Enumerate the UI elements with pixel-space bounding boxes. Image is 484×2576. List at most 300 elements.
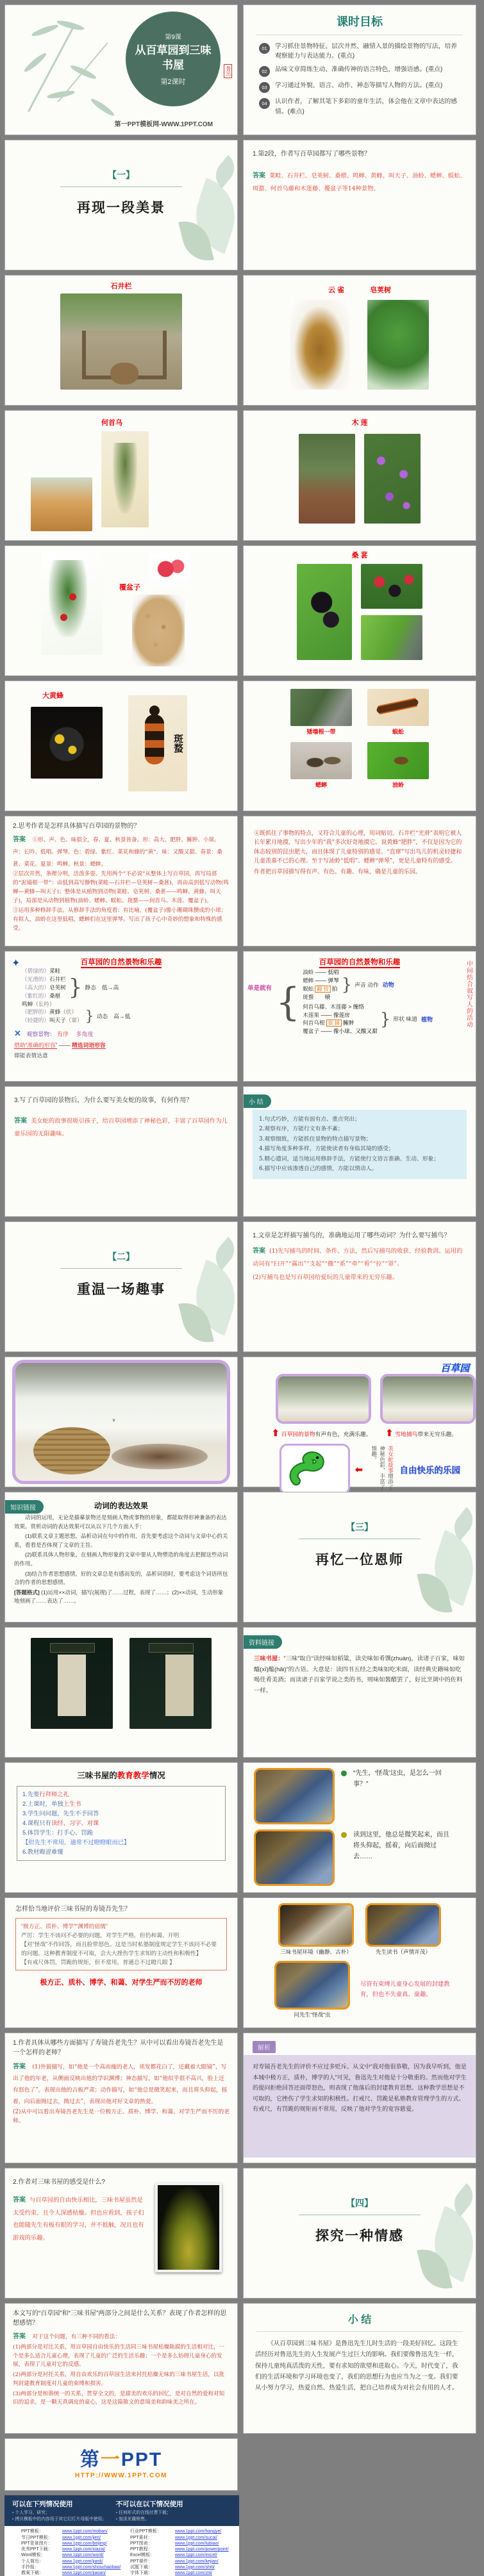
slide-10-mulberry	[243, 545, 476, 676]
slide-35-relationship	[4, 2303, 238, 2434]
photo-mulian-flowers	[364, 434, 421, 524]
illustration-raspberry-botanical	[41, 552, 103, 655]
photo-caption: 云 雀	[328, 286, 345, 294]
diagram-category: 植物	[421, 1016, 433, 1023]
list-item: 5.体罚学生：打手心、罚跪	[22, 1829, 94, 1837]
slide-6-lark-tree	[243, 275, 476, 406]
sieve-trap	[33, 1427, 110, 1474]
diagram-adj: （光滑的）	[22, 975, 49, 982]
photo-plant	[155, 2183, 222, 2272]
divider	[256, 2331, 463, 2332]
slide-13-question	[4, 816, 238, 946]
slide-14-answer-cont	[243, 816, 476, 946]
section-title: 探究一种情感	[315, 2229, 404, 2243]
summary-text: 《从百草园到三味书屋》是鲁迅先生儿时生活的一段美好回忆。这段生活经历对鲁迅先生的人生发展产生过巨大的影响。我们要像鲁迅先生一样，保持儿童纯真活泼的天性，要有求知的欲望和进取心。今天，时代变了，我们的生活环境和学习环境也变了，我们的思想行为也应当为之一变。我们要从小努力学习，热爱自然、热爱生活，把自己培养成为对社会有用的人才。	[255, 2340, 458, 2392]
section-tag: 【二】	[108, 1251, 135, 1262]
section-tag: 【三】	[346, 1522, 373, 1532]
quote-text: “先生，‘怪哉’这虫，是怎么一回事？”	[353, 1770, 442, 1788]
usage-allowed-title: 可以在下列情况使用	[12, 2500, 73, 2508]
note-line: 【有戒尺体罚，罚跪的规矩，但不常用，普通总不过瞪几眼 】	[21, 1959, 175, 1966]
diagram-label: 动作	[367, 981, 379, 988]
diagram-action: 拔 摘	[326, 1020, 342, 1027]
snow-clearing	[112, 1444, 208, 1469]
question-text: 2.作者对三味书屋的感受是什么?	[13, 2179, 105, 2186]
slide-11-wasp-beetle	[4, 681, 238, 811]
photo-caption: 皂荚树	[370, 286, 392, 294]
slide-30-scene-captions	[243, 1897, 476, 2028]
map-text: 带来无穷乐趣。	[417, 1431, 458, 1437]
diagram-verb: 弹琴	[328, 977, 339, 984]
answer-label: 答案	[13, 836, 26, 843]
link-url[interactable]: www.1ppt.com/xiazai/	[62, 2547, 106, 2552]
answer-paragraph: ①形、声、色、味俱全，春、夏、秋景皆备。形：高大、肥胖、臃肿、小球。声：长吟、低唱、弹琴。色：碧绿、紫红、菜花和蜂的“黄”。味：又酸又甜。春景：桑葚、菜花。夏景：鸣蝉。秋景：蟋蟀。	[13, 837, 222, 868]
slide-4-question	[243, 140, 476, 270]
answer-paragraph: 作者把百草园描写得有声、有色、有趣、有味，确是儿童的乐园。	[254, 868, 422, 875]
quote-line: “极方正、质朴、博学”“渊博的宿儒”	[21, 1923, 108, 1929]
usage-allowed-item: ▪ 个人学习、研究；	[12, 2510, 116, 2516]
list-item: 4.课程只有	[22, 1820, 51, 1827]
link-url[interactable]: www.1ppt.com/hangye/	[175, 2529, 222, 2534]
link-label: 手抄报：	[21, 2564, 39, 2570]
photo-dried-seeds	[132, 595, 185, 666]
up-arrow-icon: ⬆	[385, 1428, 394, 1438]
slide-1-cover	[4, 4, 238, 135]
slide-28-teacher-scenes	[243, 1762, 476, 1893]
diagram-verb: 拍	[331, 985, 338, 992]
knowledge-title: 动词的表达效果	[94, 1501, 148, 1510]
map-keyword: 美女蛇故事	[387, 1446, 394, 1473]
link-url[interactable]: www.1ppt.com/ziti/	[175, 2571, 212, 2576]
note-line: 严厉：学生不该问不必要的问题，对学生严格，但仍和蔼、开明	[21, 1932, 179, 1939]
slide-31-question	[4, 2033, 238, 2163]
usage-denied-item: ▪ 任何形式的在线付费下载；	[116, 2510, 233, 2516]
link-url[interactable]: www.1ppt.com/kejian/	[175, 2559, 219, 2564]
diagram-noun: 叫天子	[49, 1017, 66, 1024]
quote-text: 读到这里，他总是微笑起来，而且将头仰起，摇着，向后面拗过去……	[353, 1831, 449, 1860]
star-icon: ✦	[12, 958, 21, 969]
photo-low-wall	[290, 689, 352, 726]
diagram-adj: （肥胖的）	[22, 1009, 49, 1016]
helper-text: 借助“准确的形容”	[14, 1042, 58, 1049]
bird-icon: ᵛ	[112, 1417, 115, 1425]
map-text: 增添了神秘色彩，丰富了情趣。	[371, 1446, 394, 1490]
diagram-noun: 皂荚树	[49, 984, 66, 991]
up-arrow-icon: ⬆	[272, 1428, 280, 1438]
1ppt-logo	[80, 2450, 162, 2470]
photo-red-black-mulberries	[361, 564, 422, 609]
link-url[interactable]: www.1ppt.com/sucai/	[175, 2535, 217, 2540]
photo-stone-well	[60, 293, 182, 390]
answer-label: 答案	[253, 1248, 265, 1255]
illustration-studio-environment	[278, 1903, 354, 1947]
summary-title: 小 结	[347, 2315, 372, 2325]
logo-part: PPT	[121, 2448, 163, 2470]
answer-text: (2)写捕鸟也是写百草园给爱玩的儿童带来的无穷乐趣。	[253, 1274, 398, 1282]
slide-24-section-3	[243, 1492, 476, 1622]
list-item-blue: 【但先生不常用，通常不过瞪瞪眼而已】	[22, 1839, 130, 1846]
lesson-number: 第9课	[165, 33, 181, 41]
slide-36-final-summary	[243, 2303, 476, 2434]
list-item-red: 读经、习字、对课	[51, 1820, 99, 1827]
photo-centipede	[367, 689, 429, 726]
diagram-adj: （高大的）	[22, 984, 49, 991]
diagram-title-text: 百草园的自然景物和乐趣	[319, 959, 401, 968]
photo-ground-beetle	[367, 742, 429, 779]
diagram-noun: 何首乌根	[303, 1020, 325, 1027]
answer-paragraph: ④既抓住了事物的特点，又符合儿童的心理，用词贴切。石井栏“光滑”表明它被人长年累月地摸，写出少年的“我”多次好奇地摸它。说黄蜂“肥胖”，不仅是因为它的体态较别的昆虫肥大，而且体现了儿童特别的感觉。“直窜”写出鸟儿的机灵轻捷和儿童羡慕不已的心理。至于写油蛉“低唱”、蟋蟀“弹琴”，更是儿童特有的感受。	[254, 830, 462, 865]
diagram-verb: 像莲房	[333, 1011, 350, 1018]
illustration-teacher-reading	[254, 1829, 335, 1886]
objective-text: 认识作者，了解其笔下多彩的童年生活，体会他在文章中表达的感情。(难点)	[275, 98, 458, 115]
slide-21-bird-trap	[4, 1357, 238, 1487]
note-text: 尽管有束缚儿童身心发展的封建教育，但也不失童真、童趣。	[360, 1981, 450, 1997]
diagram-title	[244, 957, 476, 967]
answer-label: 答案	[14, 1118, 27, 1125]
photo-lark	[290, 300, 349, 390]
divider	[60, 186, 182, 187]
diagram-verb: 喷	[324, 993, 331, 1000]
illustration-caption: 问先生“怪哉”虫	[294, 2011, 331, 2018]
diagram-noun: 木莲果	[303, 1011, 319, 1018]
cover-title-line1: 从百草园到三味	[135, 44, 212, 56]
diagram-adj: （碧绿的）	[22, 968, 49, 974]
illustration-snow-bird-trapping	[12, 1360, 230, 1484]
usage-denied-title: 不可以在以下情况使用	[115, 2500, 183, 2508]
diagram-label: 形状	[393, 1016, 405, 1023]
photo-mulberry-leaves	[361, 615, 422, 660]
observe-label: 观察景物：	[26, 1031, 56, 1038]
section-title: 再忆一位恩师	[315, 1553, 404, 1567]
link-label: 字体下载：	[130, 2571, 153, 2576]
diagram-label: 动态	[96, 1013, 108, 1020]
luxun-seal: 鲁迅	[224, 64, 232, 78]
slide-23-knowledge-link	[4, 1492, 238, 1622]
slide-22-summary-map	[243, 1357, 476, 1490]
map-highlight: 自由快乐的乐园	[399, 1466, 460, 1475]
brace: }	[68, 975, 83, 1001]
conclusion-text: 极方正、质朴、博学、和蔼、对学生严而不厉的老师	[40, 1979, 203, 1987]
brace: }	[85, 1008, 94, 1025]
cross-icon: ✕	[14, 1028, 21, 1039]
link-label: 行业PPT模板：	[130, 2529, 162, 2534]
photo-sanwei-studio-2	[129, 1638, 212, 1729]
illustration-asking-teacher	[254, 1768, 335, 1824]
illustration-garden	[276, 1374, 371, 1424]
diagram-verb: 臃肿	[342, 1020, 355, 1027]
photo-heshouwu-vine	[31, 477, 92, 531]
brace: }	[341, 975, 353, 995]
session-label: 第2课时	[160, 78, 186, 87]
list-item: 6.教材晦涩难懂	[22, 1849, 63, 1856]
objective-number: 04	[259, 98, 270, 109]
observe-item: 多角度	[76, 1031, 94, 1038]
slide-37-1ppt-logo	[4, 2438, 238, 2491]
slide-33-question	[4, 2168, 238, 2299]
helper-text: 即能表情达意	[14, 1052, 48, 1059]
diagram-lead: 单是就有	[247, 984, 272, 992]
answer-text: (1)外貌描写，如“他是一个高而瘦的老人，须发都花白了，还戴着大眼镜”，写出了他的年老，从侧面反映出他的学识渊博；神态描写，如“他似乎很不高兴，脸上还有怒色了”，表现出他的古板严肃；动作描写，如“他总是微笑起来，而且将头仰起，摇着，向后面拗过去，拗过去”，表现出他对好文章的热爱。	[13, 2064, 228, 2106]
answer-paragraph: ③运用多种修辞手法。从修辞手法的角度看：有比喻，(覆盆子)像小珊瑚珠攒成的小球；有拟人，油蛉在这里低唱，蟋蟀们在这里弹琴。写出了孩子心中奇妙的想象和特殊的感受。	[13, 907, 227, 932]
knowledge-link-pill: 知识链接	[5, 1500, 44, 1514]
bullet-icon	[341, 1771, 347, 1776]
summary-item: 5.精心遣词，适当地运用修辞手法，方能使行文语言准确、生动、形象；	[259, 1155, 440, 1162]
knowledge-paragraph: (3)结合作者思想感情。好的文章总是有感而发的，品析词语时，要考虑这个词语所包含的作者的思想感情。	[14, 1570, 228, 1586]
diagram-side-note: 中间结合叙写人的活动	[465, 961, 472, 1028]
summary-item: 2.观察有序，方能行文有条不紊；	[259, 1126, 344, 1133]
list-item: 2.上课时，单独	[22, 1801, 63, 1808]
diagram-adj: （轻捷的）	[22, 1017, 49, 1024]
diagram-noun: 蟋蟀	[303, 977, 314, 984]
link-url[interactable]: www.1ppt.com/powerpoint/	[175, 2547, 229, 2552]
diagram-verb: 像小球、又酸又甜	[333, 1028, 378, 1035]
diagram-action: 翻 按	[315, 986, 330, 993]
diagram-ext: （窜）	[65, 1017, 83, 1024]
diagram-title-text: 百草园的自然景物和乐趣	[81, 959, 162, 968]
link-label: PPT课件：	[130, 2559, 153, 2564]
map-keyword: 百草园的景物	[281, 1431, 315, 1437]
photo-caption: 矮墙根一带	[306, 729, 336, 735]
title-part: 情况	[149, 1771, 165, 1780]
format-text: (1)运用××动词，描写(展现)了……过程，表现了……；(2)××动词，生动形象地刻画了……表达了……。	[14, 1589, 224, 1605]
link-url[interactable]: www.1ppt.com/jieri/	[62, 2535, 101, 2540]
logo-part: 一	[100, 2448, 121, 2470]
photo-caption: 何首乌	[101, 419, 122, 427]
illustration-asking-teacher	[274, 1961, 350, 2010]
knowledge-paragraph: 动词的运用，无论是描摹景物还是刻画人物或事物的形象，都能取得形神兼备的表达效果。赏析动词的表达效果可以从以下几个方面入手：	[14, 1514, 227, 1530]
slide-12-insects	[243, 681, 476, 811]
divider	[60, 1268, 182, 1269]
list-item: 3.学生问问题，先生不予回答	[22, 1810, 99, 1817]
link-label: PPT模板：	[21, 2529, 44, 2534]
list-item-red: 上生书	[63, 1801, 81, 1808]
bullet-icon	[341, 1832, 347, 1838]
slide-27-teaching-overview	[4, 1762, 238, 1893]
photo-soap-tree	[367, 300, 429, 390]
link-label: 优秀PPT下载：	[21, 2547, 53, 2552]
link-label: PPT图表：	[130, 2541, 153, 2546]
knowledge-paragraph: (1)联系文章主题思想。品析动词在句中的作用，首先要考虑这个动词与文章中心的关系，看看是否体现了文章的主旨。	[14, 1533, 228, 1548]
diagram-noun: 蜈蚣	[303, 985, 314, 992]
summary-pill: 小 结	[244, 1094, 271, 1108]
map-keyword: 雪地捕鸟	[395, 1431, 418, 1437]
section-title: 再现一段美景	[77, 201, 165, 215]
answer-text: (3)两部分是和谐统一的关系，贯穿全文的，是甜美的欢乐的回忆，是对自然的爱和对知识的追求，是一颗天真调皮的童心，这是这篇散文的意境美和韵味美之所在。	[13, 2390, 225, 2406]
section-title: 重温一场趣事	[77, 1282, 165, 1297]
photo-caption: 石井栏	[110, 283, 132, 290]
material-link-pill: 资料链接	[244, 1635, 282, 1649]
link-label: 节日PPT模板：	[21, 2535, 53, 2540]
answer-text: 美女蛇的故事很吸引孩子，给百草园增添了神秘色彩，丰富了百草园作为儿童乐园的无限趣味。	[14, 1118, 228, 1137]
diagram-noun: 菜畦	[49, 968, 61, 974]
link-label: 试题下载：	[130, 2564, 153, 2570]
link-label: Excel模板：	[130, 2553, 155, 2558]
diagram-category: 动物	[382, 982, 394, 989]
link-url[interactable]: www.1ppt.com/jianli/	[62, 2559, 103, 2564]
slide-20-question	[243, 1221, 476, 1352]
photo-caption: 覆盆子	[119, 584, 140, 591]
question-text: 1.作者具体从哪些方面描写了寿镜吾老先生？从中可以看出寿镜吾老先生是一个怎样的老师？	[13, 2040, 224, 2056]
helper-text: 精选词语形容	[71, 1042, 106, 1049]
logo-part: 第	[79, 2448, 101, 2470]
slide-title: 课时目标	[337, 15, 383, 28]
illustration-heshouwu-botanical	[101, 431, 149, 527]
photo-wasps	[31, 707, 103, 779]
title-part: 三味书屋的	[77, 1771, 117, 1780]
link-url[interactable]: www.1ppt.com/moban/	[62, 2529, 108, 2534]
format-label: [答题格式]	[14, 1589, 40, 1596]
knowledge-paragraph: (2)联系具体人物形象。在刻画人物形象的文章中要从人物塑造的角度去把握这些动词的作用。	[14, 1551, 228, 1567]
diagram-label: 味道	[406, 1016, 417, 1023]
objective-text: 学习通过外貌、语言、动作、神态等描写人物的方法。(重点)	[275, 82, 443, 90]
diagram-noun: 桑椹	[49, 992, 61, 999]
watermark: 第一PPT模板网-WWW.1PPT.COM	[114, 121, 213, 128]
slide-25-studio-photos	[4, 1627, 238, 1758]
question-text: 3.写了百草园的景物后，为什么要写美女蛇的故事，有何作用？	[14, 1097, 193, 1104]
summary-item: 3.观察细致，方能抓住景物的特点描写景物；	[259, 1135, 372, 1143]
diagram-verb: 低唱	[328, 969, 339, 975]
arrow: ——	[58, 1042, 71, 1049]
slide-19-section-2	[4, 1221, 238, 1352]
diagram-ext: （伏）	[60, 1009, 77, 1016]
diagram-ext: （长吟）	[33, 1000, 55, 1007]
answer-lead: 对于这个问题，有三种不同的看法：	[32, 2334, 121, 2340]
answer-text: 菜畦、石井栏、皂荚树、桑椹、鸣蝉、黄蜂、叫天子、油蛉、蟋蟀、蜈蚣、斑蝥、何首乌藤和木莲藤、覆盆子等14种景物。	[253, 172, 466, 192]
objective-text: 学习抓住景物特征、层次井然、融情入景的描绘景物的写法，培养观察能力与表达能力。(重点)	[275, 43, 458, 60]
slide-26-material-link	[243, 1627, 476, 1758]
slide-34-section-4	[243, 2168, 476, 2299]
empty-cell	[243, 2438, 476, 2491]
diagram-noun: 鸣蝉	[22, 1000, 33, 1007]
term-text: “三味”取自“读经味如稻粱，读史味如肴馔(zhuàn)，读诸子百家，味如醯(xī)醢(hǎi)”的古语。大意是：读四书五经之类味如吃米面，读经典史籍味如吃喝佳肴美酒；而读诸子百家学说之类的书，则味如酱醋罢了，好比烹调中的佐料一样。	[254, 1655, 465, 1694]
diagram-verb: 缠络	[353, 1003, 364, 1010]
map-text: 有声有色，充满乐趣。	[315, 1431, 372, 1437]
usage-allowed-item: ▪ 拷贝模板中的内容用于其它幻灯片母版中使用；	[12, 2516, 116, 2523]
answer-label: 答案	[13, 2063, 26, 2070]
objective-number: 03	[259, 82, 270, 93]
illustration-caption: 三味书屋环境（幽静、古朴）	[280, 1949, 352, 1955]
slide-29-evaluate-teacher	[4, 1897, 238, 2028]
answer-text: (1)两部分是对比关系，用百草园自由快乐的生活同三味书屋枯燥陈腐的生活相对比，一个是多么适合儿童心理，表现了儿童的广泛的生活乐趣；一个是多么妨碍儿童身心的发展，表现了儿童对它的反感。	[13, 2343, 225, 2368]
objective-number: 02	[259, 66, 270, 77]
diagram-direction: 低→高	[101, 984, 119, 991]
slide-32-analysis	[243, 2033, 476, 2163]
slide-5-stone-well	[4, 275, 238, 406]
objective-text: 品味文章简练生动、准确传神的语言特色，增强语感。(重点)	[275, 66, 443, 74]
list-item: 1.先要	[22, 1791, 40, 1797]
slide-16-diagram-fun: 百草园的自然景物和乐趣 单是就有 } 油蛉 —— 低唱 蟋蟀 —— 弹琴 蜈蚣 翻 按 拍 斑蝥 喷 } 声音 动作 动物 何首乌藤、木莲藤 > 缠络 木莲果 —— 像莲房 何首乌根 拔 摘 臃肿 覆盆子 —— 像小球、又酸又甜 } 形状 味道 植物 中间结合叙写人的活动	[243, 951, 476, 1082]
left-arrow-icon: ⬅	[355, 1464, 363, 1474]
diagram-noun: 何首乌藤、木莲藤	[303, 1003, 347, 1010]
link-url[interactable]: www.1ppt.com/word/	[62, 2553, 104, 2558]
link-label: PPT背景图片：	[21, 2541, 53, 2546]
list-item-red: 行拜师之礼	[39, 1791, 69, 1797]
question-text: 本文写的“百草园”和“三味书屋”两部分之间是什么关系？表现了作者怎样的思想感情？	[13, 2310, 227, 2327]
diagram-title	[5, 957, 237, 967]
photo-caption: 蜈蚣	[392, 729, 404, 735]
diagram-noun: 黄蜂	[49, 1009, 61, 1016]
photo-caption: 大黄蜂	[42, 692, 63, 700]
slide-17-question	[4, 1086, 238, 1217]
diagram-label: 声音	[355, 981, 366, 988]
section-tag: 【一】	[108, 170, 135, 180]
link-url[interactable]: www.1ppt.com/shouchaobao/	[62, 2564, 121, 2570]
answer-text: 与百草园的自由快乐相比，三味书屋虽然是太受约束，且令人深感枯燥。但也应看到，孩子们也能随先生有板有眼的学习，并不抵触，况且也有游戏的乐趣。	[13, 2197, 144, 2242]
photo-caption: 桑 葚	[351, 552, 368, 559]
brace: }	[380, 1009, 391, 1029]
analysis-text: 对寿镜吾老先生的评价不应过多贬斥。从文中“我对他很恭敬，因为我早听到，他是本城中极方正，质朴，博学的人”可见，鲁迅先生对他是十分敬重的。然而他对学生的提问拒绝回答还面带怒色，则表现了他落后的封建教育思想。这种教学思想是不可取的，它挫伤了学生求知的积极性。打戒尺、罚跪是私塾教育管理学生的方式。有戒尺，有罚跪的规矩而不常用，反映了他对学生的宽容慈爱。	[253, 2063, 467, 2113]
usage-denied-item: ▪ 刻录光碟销售。	[116, 2516, 233, 2523]
slide-15-diagram-scenery	[4, 951, 238, 1082]
illustration-teacher-reading	[365, 1903, 441, 1947]
photo-crickets	[290, 742, 352, 779]
illustration-blister-beetle	[128, 695, 187, 791]
diagram-noun: 油蛉	[303, 969, 314, 975]
summary-item: 6.描写中应该渗透自己的感情，方能以情动人。	[259, 1165, 378, 1172]
photo-black-mulberries	[297, 564, 352, 660]
question-text: 怎样恰当地评价三味书屋的寿镜吾先生？	[15, 1906, 131, 1913]
photo-raspberries	[149, 552, 191, 586]
note-line: 【对“怪哉”不作回答，而且脸带怒色。这是当时私塾制度规定学生不该问不必要的问题。这种教育制度不可取，会大大挫伤学生求知的主动性和积极性】	[21, 1941, 217, 1957]
diagram-noun: 石井栏	[49, 975, 66, 982]
photo-caption: 斑蝥	[172, 734, 183, 753]
photo-caption: 木 莲	[351, 419, 368, 427]
objective-number: 01	[259, 43, 270, 54]
answer-label: 答案	[13, 2333, 26, 2340]
answer-label: 答案	[13, 2197, 26, 2204]
answer-label: 答案	[253, 172, 265, 179]
baicaoyuan-logo: 百草园	[440, 1363, 469, 1374]
illustration-snow-trap	[380, 1374, 476, 1424]
photo-sanwei-studio-1	[31, 1638, 113, 1729]
question-text: 1.文章是怎样描写捕鸟的，准确地运用了哪些动词？为什么要写捕鸟？	[253, 1232, 451, 1239]
slide-2-objectives	[243, 4, 476, 135]
question-text: 2.思考作者是怎样具体描写百草园的景物的？	[13, 823, 140, 830]
answer-text: (1)先写捕鸟的时间、条件、方法，然后写捕鸟的收获、经验教训。运用的动词有“扫开”“露出”“支起”“撒”“系”“牵”“看”“拉”“罩”。	[253, 1248, 463, 1267]
link-label: 个人简历：	[21, 2559, 44, 2564]
diagram-direction: 高→低	[113, 1013, 131, 1020]
link-label: PPT教程：	[130, 2547, 153, 2552]
cover-title-line2: 书屋	[162, 58, 184, 71]
slide-9-raspberry	[4, 545, 238, 676]
photo-mulian-vine-wall	[299, 434, 355, 524]
link-label: PPT素材：	[130, 2535, 153, 2540]
slide-3-section-1	[4, 140, 238, 270]
snake-illustration	[280, 1444, 350, 1495]
link-url[interactable]: www.1ppt.com/beijing/	[62, 2541, 107, 2546]
link-url[interactable]: www.1ppt.com/tubiao/	[175, 2541, 219, 2546]
answer-text: (2)从中可以看出寿镜吾老先生是一位极方正、质朴、博学、和蔼、对学生严而不厉的老师。	[13, 2109, 229, 2125]
link-label: Word模板：	[21, 2553, 46, 2558]
photo-heshouwu-roots	[31, 420, 78, 472]
summary-item: 1.句式巧妙，方能有面有点、重点突出；	[259, 1116, 360, 1123]
link-label: 教案下载：	[21, 2571, 44, 2576]
diagram-adj: （紫红的）	[22, 992, 49, 999]
brace: }	[276, 979, 301, 1025]
usage-footer	[4, 2495, 239, 2576]
link-url[interactable]: www.1ppt.com/excel/	[175, 2553, 217, 2558]
photo-caption: 蟋蟀	[315, 782, 327, 788]
photo-caption: 油蛉	[392, 782, 404, 788]
answer-text: (2)两部分是衬托关系，用自由欢乐的百草园生活来衬托枯燥无味的三味书屋生活，以批判封建教育制度对儿童的束缚和损害。	[13, 2372, 225, 2387]
analysis-pill: 解析	[253, 2041, 276, 2053]
link-url[interactable]: www.1ppt.com/jiaoan/	[62, 2571, 106, 2576]
slide-8-mulian	[243, 410, 476, 541]
link-url[interactable]: www.1ppt.com/shiti/	[175, 2564, 215, 2570]
diagram-label: 静态	[85, 984, 97, 991]
summary-item: 4.描写角度多种多样，方能使读者有身临其境的感受；	[259, 1146, 394, 1153]
observe-item: 有序	[56, 1031, 69, 1038]
cover-title-circle	[126, 12, 221, 106]
